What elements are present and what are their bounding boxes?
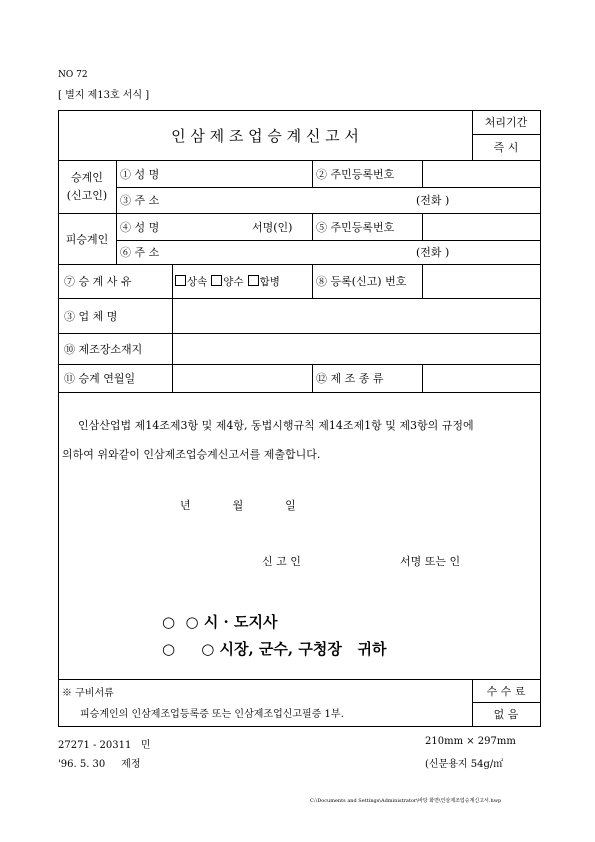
enactment-date: '96. 5. 30 제정 [58,759,141,770]
attachment-label: [ 별지 제13호 서식 ] [58,90,150,101]
reason-option-transfer[interactable]: 양수 [211,274,243,289]
reason-options [175,264,280,298]
succession-date-field[interactable] [174,366,310,390]
paper-type: (신문용지 54g/㎡ [425,759,504,770]
predecessor-address-label: ⑥ 주 소 [120,246,160,259]
reporter-label: 신 고 인 [262,555,301,568]
paper-size: 210mm × 297mm [425,736,516,747]
business-name-label: ③ 업 체 명 [64,309,118,323]
successor-name-field[interactable] [173,162,310,185]
recipient-mayor: ○ ○ 시장, 군수, 구청장 귀하 [162,640,387,658]
checkbox-icon [211,275,222,286]
predecessor-label: 피승계인 [65,232,109,246]
predecessor-name-label: ④ 성 명 [120,220,160,234]
successor-id-label: ② 주민등록번호 [316,167,395,181]
reason-option-merger[interactable]: 합병 [248,274,280,289]
statement-line-2: 의하여 위와같이 인삼제조업승계신고서를 제출합니다. [62,448,321,461]
successor-phone-label: (전화 ) [416,194,450,207]
business-name-field[interactable] [174,300,538,331]
succession-date-label: ⑪ 승계 연월일 [64,372,136,385]
successor-name-label: ① 성 명 [120,167,160,181]
successor-label: 승계인 [71,170,103,184]
successor-group [58,160,116,213]
predecessor-address-field[interactable] [173,242,413,262]
fee-label: 수 수 료 [486,684,526,698]
form-title: 인 삼 제 조 업 승 계 신 고 서 [171,126,359,145]
registration-number-label: ⑧ 등록(신고) 번호 [316,275,407,288]
form-code: 27271 - 20311 민 [58,740,151,751]
successor-sublabel: (신고인) [66,188,108,202]
form-number: NO 72 [58,70,88,80]
processing-period-value: 즉 시 [493,141,519,154]
reason-label: ⑦ 승 계 사 유 [64,275,132,288]
successor-address-field[interactable] [173,189,413,211]
predecessor-phone-label: (전화 ) [416,246,450,259]
fee-value: 없 음 [493,708,519,721]
recipient-governor: ○ ○ 시 · 도지사 [162,613,278,631]
file-path: C:\Documents and Settings\Administrator\바탕 화면\인삼제조업승계신고서.hwp [310,798,502,804]
predecessor-signature-label: 서명(인) [252,220,293,234]
required-documents-content: 피승계인의 인삼제조업등록증 또는 인삼제조업신고필증 1부. [80,709,344,720]
reason-option-inheritance[interactable]: 상속 [175,274,207,289]
submission-date: 년 월 일 [180,499,296,512]
checkbox-icon [248,275,259,286]
manufacturing-type-field[interactable] [424,366,538,390]
manufacturing-type-label: ⑫ 제 조 종 류 [316,372,384,385]
checkbox-icon [175,275,186,286]
predecessor-id-field[interactable] [424,215,538,238]
successor-address-label: ③ 주 소 [120,194,160,207]
reporter-signature: 서명 또는 인 [400,555,461,568]
factory-location-field[interactable] [174,335,538,362]
predecessor-id-label: ⑤ 주민등록번호 [316,220,395,234]
registration-number-field[interactable] [424,266,538,296]
required-documents-label: ※ 구비서류 [62,688,114,699]
factory-location-label: ⑩ 제조장소재지 [64,342,143,356]
successor-id-field[interactable] [424,162,538,185]
statement-line-1: 인삼산업법 제14조제3항 및 제4항, 동법시행규칙 제14조제1항 및 제3항의 규정에 [78,419,474,432]
processing-period-label: 처리기간 [484,116,528,129]
